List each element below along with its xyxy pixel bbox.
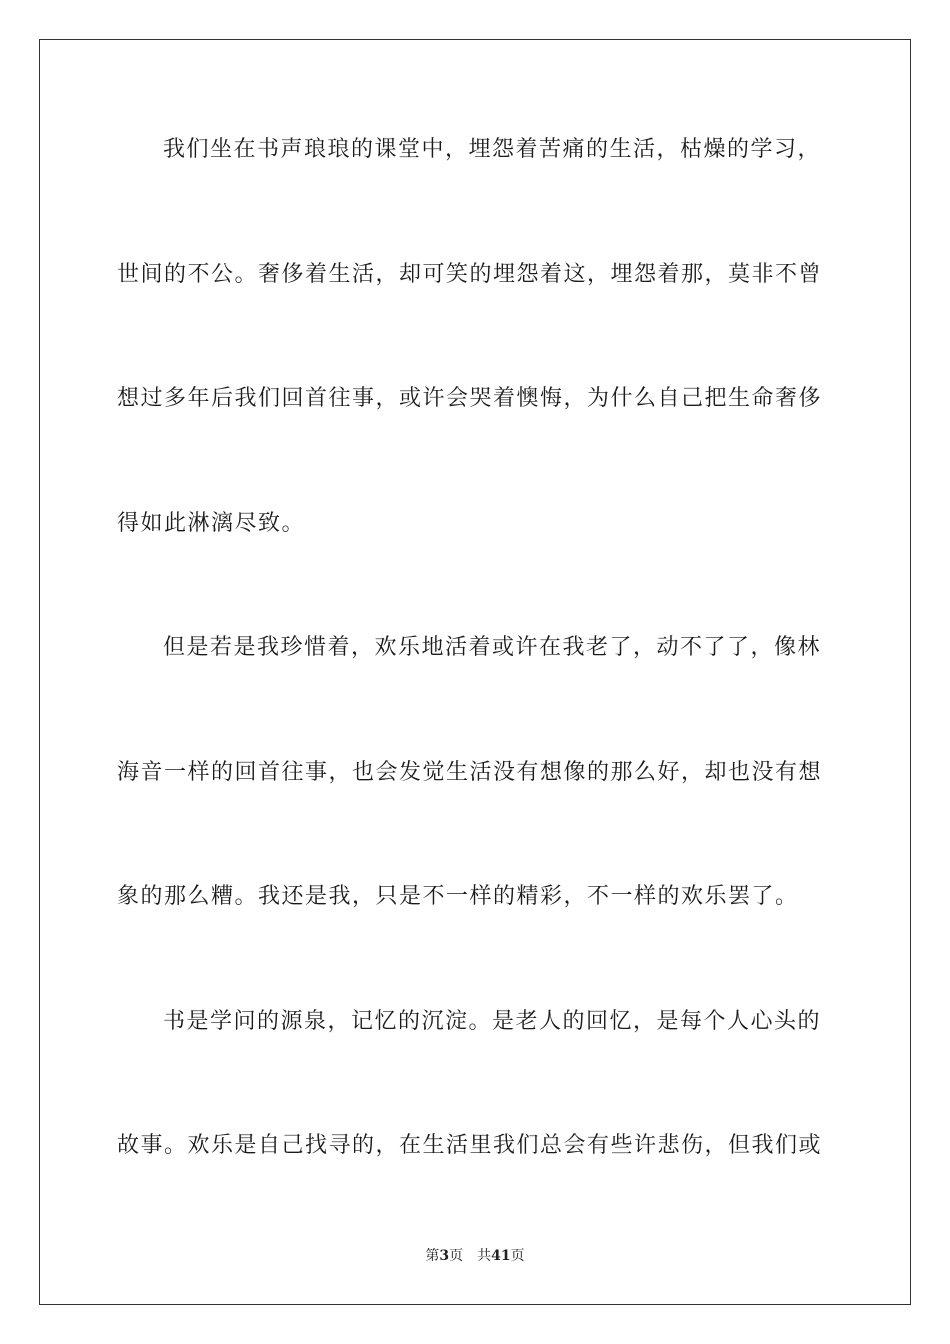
page-footer [0, 1246, 950, 1266]
total-pages: 41 [491, 1248, 511, 1264]
paragraph-2-line-1: 但是若是我珍惜着，欢乐地活着或许在我老了，动不了了，像林 [163, 635, 822, 660]
page-prefix: 第 [425, 1248, 440, 1264]
paragraph-1-line-2: 世间的不公。奢侈着生活，却可笑的埋怨着这，埋怨着那，莫非不曾 [117, 262, 823, 287]
paragraph-2-line-2: 海音一样的回首往事，也会发觉生活没有想像的那么好，却也没有想 [117, 760, 823, 785]
paragraph-3-line-1: 书是学问的源泉，记忆的沉淀。是老人的回忆，是每个人心头的 [163, 1009, 822, 1034]
paragraph-2-line-3: 象的那么糟。我还是我，只是不一样的精彩，不一样的欢乐罢了。 [117, 884, 799, 909]
total-prefix: 共 [477, 1248, 492, 1264]
page-number: 3 [439, 1248, 450, 1264]
paragraph-3-line-2: 故事。欢乐是自己找寻的，在生活里我们总会有些许悲伤，但我们或 [117, 1133, 823, 1158]
paragraph-1-line-1: 我们坐在书声琅琅的课堂中，埋怨着苦痛的生活，枯燥的学习， [163, 137, 822, 162]
total-suffix: 页 [510, 1248, 525, 1264]
paragraph-1-line-4: 得如此淋漓尽致。 [117, 511, 306, 536]
page-suffix: 页 [449, 1248, 464, 1264]
paragraph-1-line-3: 想过多年后我们回首往事，或许会哭着懊悔，为什么自己把生命奢侈 [117, 386, 823, 411]
page-border [39, 39, 911, 1305]
